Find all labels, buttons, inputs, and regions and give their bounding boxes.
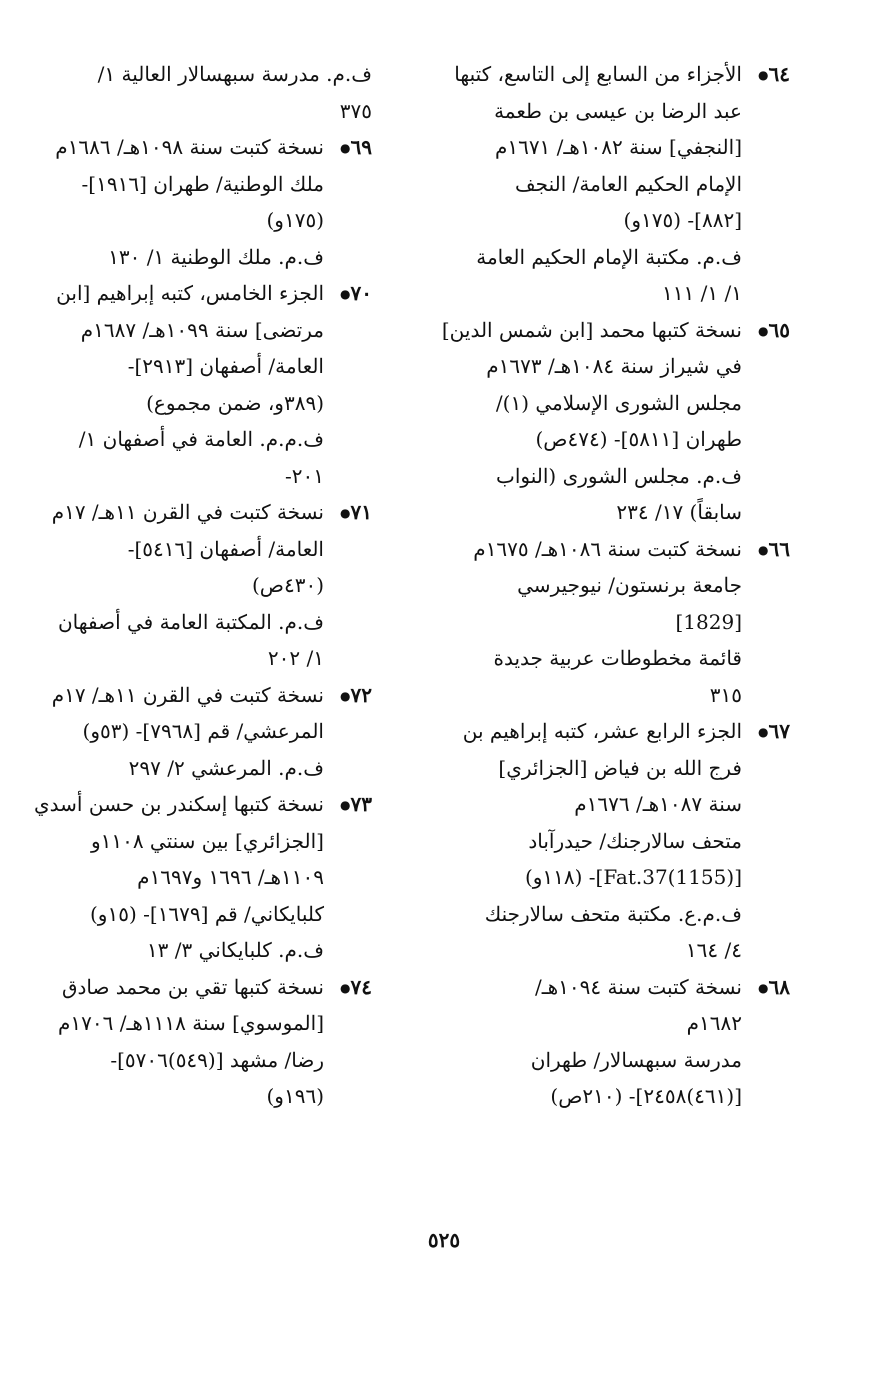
entry-line: العامة/ أصفهان [٢٩١٣]- (127, 354, 324, 378)
bullet-icon: ● (340, 506, 351, 520)
entry-line: متحف سالارجنك/ حيدرآباد (528, 828, 742, 853)
entry-line: ف.م.م. العامة في أصفهان ١/ (78, 427, 324, 451)
entry-number (756, 312, 790, 350)
entry-line: مرتضى] سنة ١٠٩٩هـ/ ١٦٨٧م (80, 317, 324, 342)
bullet-icon: ● (340, 980, 351, 995)
entry-line: العامة/ أصفهان [٥٤١٦]- (127, 536, 324, 561)
catalog-entry (58, 969, 372, 1115)
entry-line: نسخة كتبت في القرن ١١هـ/ ١٧م (51, 500, 324, 524)
entry-line: ١٦٨٢م (686, 1011, 742, 1035)
entry-number (338, 786, 372, 824)
entry-line: (١٧٥و) (266, 208, 324, 232)
entry-line: [(٤٦١)٢٤٥٨]- (٢١٠ص) (550, 1084, 742, 1108)
catalog-entry (460, 531, 790, 714)
entry-number (756, 56, 790, 94)
entry-number (756, 531, 790, 569)
entry-number (338, 129, 372, 167)
entry-line: فرج الله بن فياض [الجزائري] (498, 755, 742, 780)
entry-line: [النجفي] سنة ١٠٨٢هـ/ ١٦٧١م (494, 135, 742, 159)
entry-line: سابقاً) ١٧/ ٢٣٤ (616, 500, 742, 524)
entry-number (338, 969, 372, 1007)
entry-line: (٤٣٠ص) (251, 573, 324, 597)
entry-line: الأجزاء من السابع إلى التاسع، كتبها (454, 62, 742, 86)
entry-line: طهران [٥٨١١]- (٤٧٤ص) (535, 427, 742, 451)
entry-line: ف.م. مدرسة سبهسالار العالية ١/ (97, 62, 372, 86)
entry-number (338, 275, 372, 313)
entry-line: نسخة كتبها إسكندر بن حسن أسدي (34, 792, 324, 816)
entry-line: سنة ١٠٨٧هـ/ ١٦٧٦م (574, 792, 742, 816)
catalog-entry (67, 56, 372, 129)
entry-line: نسخة كتبها محمد [ابن شمس الدين] (441, 317, 742, 342)
entry-line: ٢٠١- (285, 463, 324, 488)
entry-line: (٣٨٩و، ضمن مجموع) (146, 390, 324, 415)
catalog-entry (51, 677, 372, 787)
entry-number-text: ٧٢ (350, 682, 372, 707)
entry-number-text: ٦٨ (768, 974, 790, 999)
bullet-icon: ● (340, 688, 351, 703)
entry-line: [الموسوي] سنة ١١١٨هـ/ ١٧٠٦م (58, 1011, 324, 1035)
entry-line: في شيراز سنة ١٠٨٤هـ/ ١٦٧٣م (486, 354, 742, 378)
catalog-entry (55, 129, 372, 275)
page-number: ٥٢٥ (427, 1228, 461, 1252)
entry-line: ١١٠٩هـ/ ١٦٩٦ و١٦٩٧م (137, 865, 324, 889)
entry-line: نسخة كتبها تقي بن محمد صادق (61, 974, 324, 999)
catalog-entry (454, 56, 790, 312)
entry-line: ف.م. كلبايكاني ٣/ ١٣ (146, 938, 324, 962)
entry-number (338, 677, 372, 715)
entry-line: ٤/ ١٦٤ (685, 938, 742, 962)
entry-number-text: ٦٥ (768, 317, 790, 342)
entry-line: ف.م. مجلس الشورى (النواب (496, 463, 742, 488)
catalog-entry (56, 275, 372, 494)
entry-line: نسخة كتبت في القرن ١١هـ/ ١٧م (51, 682, 324, 707)
entry-number-text: ٦٤ (768, 62, 790, 86)
entry-line: [٨٨٢]- (١٧٥و) (623, 208, 742, 232)
bullet-icon: ● (340, 798, 351, 812)
bullet-icon: ● (758, 725, 769, 739)
catalog-entry (34, 786, 372, 969)
entry-line: الجزء الخامس، كتبه إبراهيم [ابن (56, 281, 324, 305)
entry-line: ف.م. ملك الوطنية ١/ ١٣٠ (108, 244, 324, 269)
entry-line: جامعة برنستون/ نيوجيرسي (517, 573, 742, 597)
entry-number (338, 494, 372, 532)
entry-line: كلبايكاني/ قم [١٦٧٩]- (١٥و) (90, 901, 324, 926)
entry-line: ف.م. مكتبة الإمام الحكيم العامة (476, 244, 742, 269)
entry-line: رضا/ مشهد [(٥٤٩)٥٧٠٦]- (110, 1047, 324, 1072)
entry-line: [الجزائري] بين سنتي ١١٠٨و (90, 828, 324, 853)
entry-line: مدرسة سبهسالار/ طهران (530, 1047, 742, 1072)
entry-line: قائمة مخطوطات عربية جديدة (493, 646, 742, 670)
entry-line: [1829] (675, 609, 742, 634)
entry-line: نسخة كتبت سنة ١٠٩٨هـ/ ١٦٨٦م (55, 135, 324, 159)
entry-line: ١/ ٢٠٢ (267, 646, 324, 670)
entry-line: نسخة كتبت سنة ١٠٨٦هـ/ ١٦٧٥م (473, 536, 742, 561)
entry-number-text: ٦٧ (768, 719, 790, 743)
entry-line: ف.م. المكتبة العامة في أصفهان (57, 609, 324, 634)
entry-line: الإمام الحكيم العامة/ النجف (514, 171, 742, 196)
entry-line: ٣١٥ (709, 682, 742, 707)
entry-line: نسخة كتبت سنة ١٠٩٤هـ/ (535, 974, 742, 999)
catalog-entry (460, 969, 790, 1115)
bullet-icon: ● (758, 542, 769, 557)
entry-line: الجزء الرابع عشر، كتبه إبراهيم بن (462, 719, 742, 743)
catalog-entry (460, 713, 790, 969)
right-column (441, 56, 790, 1115)
entry-line: ف.م. المرعشي ٢/ ٢٩٧ (128, 755, 324, 780)
bullet-icon: ● (758, 980, 769, 995)
entry-line: (١٩٦و) (266, 1084, 324, 1108)
entry-line: المرعشي/ قم [٧٩٦٨]- (٥٣و) (82, 719, 324, 743)
entry-line: مجلس الشورى الإسلامي (١)/ (495, 390, 742, 415)
entry-number-text: ٦٩ (350, 135, 372, 159)
entry-line: ١/ ١/ ١١١ (662, 281, 742, 305)
bullet-icon: ● (340, 287, 351, 301)
entry-number-text: ٧٠ (350, 281, 372, 305)
left-column (34, 56, 372, 1115)
entry-line: ٣٧٥ (339, 98, 372, 123)
bullet-icon: ● (758, 323, 769, 338)
entry-line: ف.م.ع. مكتبة متحف سالارجنك (484, 901, 742, 926)
entry-line: عبد الرضا بن عيسى بن طعمة (494, 98, 742, 123)
entry-line: [(1155)Fat.37]- (١١٨و) (524, 865, 742, 889)
catalog-entry (51, 494, 372, 677)
catalog-entry (441, 312, 790, 531)
entry-number-text: ٧٤ (350, 974, 372, 999)
entry-line: ملك الوطنية/ طهران [١٩١٦]- (81, 171, 324, 196)
entry-number-text: ٦٦ (768, 536, 790, 561)
entry-number-text: ٧١ (350, 500, 372, 524)
entry-number (756, 969, 790, 1007)
bullet-icon: ● (758, 68, 769, 82)
entry-number-text: ٧٣ (350, 792, 372, 816)
entry-number (756, 713, 790, 751)
bullet-icon: ● (340, 141, 351, 155)
